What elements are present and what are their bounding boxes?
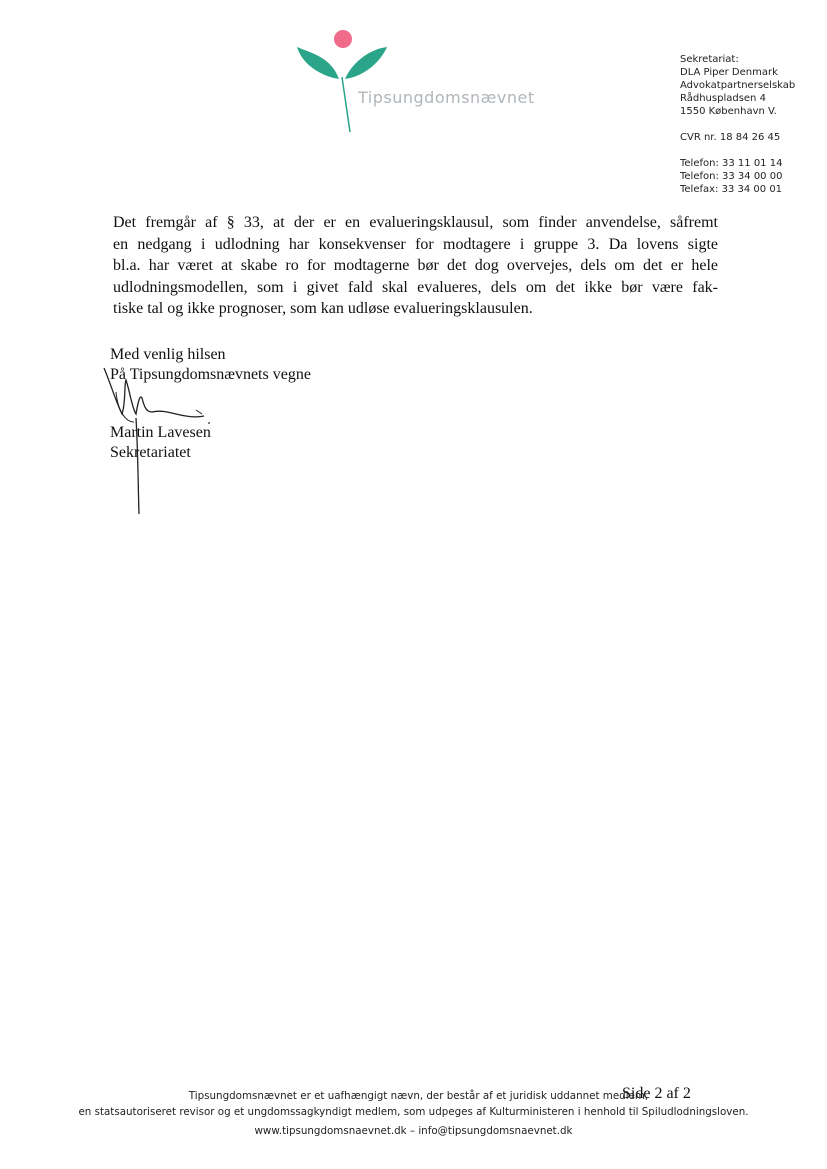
contact-phone: Telefon: 33 34 00 00 (680, 171, 783, 182)
closing-greeting: Med venlig hilsen (110, 346, 226, 363)
logo-text: Tipsungdomsnævnet (358, 88, 535, 107)
handwritten-signature (96, 362, 226, 522)
footer-line: Tipsungdomsnævnet er et uafhængigt nævn, der består af et juridisk uddannet medlem, (188, 1090, 649, 1102)
contact-line: Advokatpartnerselskab (680, 80, 796, 91)
body-paragraph (113, 212, 718, 320)
logo-left-leaf-icon (297, 47, 339, 79)
page-number: Side 2 af 2 (622, 1085, 691, 1102)
body-line: en nedgang i udlodning har konsekvenser for modtagere i gruppe 3. Da lovens sigte (113, 235, 718, 253)
contact-line: Rådhuspladsen 4 (680, 93, 766, 104)
body-line: Det fremgår af § 33, at der er en evalueringsklausul, som finder anvendelse, såfremt (113, 214, 718, 231)
body-line: udlodningsmodellen, som i givet fald skal evalueres, dels om det ikke bør være fak- (113, 278, 718, 296)
contact-line: Sekretariat: (680, 54, 739, 65)
footer (0, 1088, 827, 1139)
contact-phone: Telefon: 33 11 01 14 (680, 158, 783, 169)
tipsungdomsnaevnet-logo (295, 27, 555, 137)
logo-stem-icon (342, 77, 350, 132)
contact-cvr: CVR nr. 18 84 26 45 (680, 132, 781, 143)
contact-line: 1550 København V. (680, 106, 777, 117)
contact-spacer (680, 118, 795, 131)
contact-spacer (680, 144, 795, 157)
logo-flower-icon (334, 30, 352, 48)
contact-block (680, 53, 795, 196)
footer-line: en statsautoriseret revisor og et ungdomssagkyndigt medlem, som udpeges af Kulturministeren i henhold til Spiludlodningsloven. (78, 1106, 749, 1118)
body-line: tiske tal og ikke prognoser, som kan udløse evalueringsklausulen. (113, 300, 533, 317)
signatory-name: Martin Lavesen (110, 424, 211, 441)
logo-right-leaf-icon (345, 47, 387, 79)
closing-on-behalf: På Tipsungdomsnævnets vegne (110, 366, 311, 383)
signatory-role: Sekretariatet (110, 444, 191, 461)
contact-fax: Telefax: 33 34 00 01 (680, 184, 783, 195)
contact-line: DLA Piper Denmark (680, 67, 778, 78)
body-line: bl.a. har været at skabe ro for modtagerne bør det dog overvejes, dels om det er hele (113, 257, 718, 274)
footer-contact-line: www.tipsungdomsnaevnet.dk – info@tipsungdomsnaevnet.dk (254, 1125, 573, 1137)
